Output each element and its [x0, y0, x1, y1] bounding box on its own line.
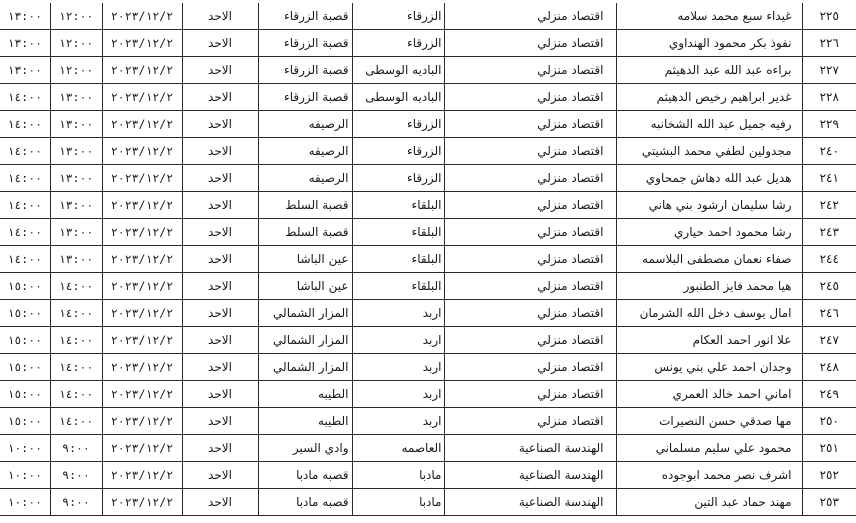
start-time: ١٣:٠٠	[50, 246, 102, 273]
start-time: ١٣:٠٠	[50, 138, 102, 165]
exam-day: الاحد	[182, 219, 258, 246]
governorate: اربد	[352, 354, 444, 381]
row-number: ٢٤٠	[802, 138, 856, 165]
student-name: هديل عبد الله دهاش جمحاوي	[616, 165, 802, 192]
end-time: ١٤:٠٠	[0, 84, 50, 111]
specialization: اقتصاد منزلي	[444, 408, 616, 435]
directorate: قصبه مادبا	[258, 462, 352, 489]
row-number: ٢٤٣	[802, 219, 856, 246]
student-name: مهند حماد عبد التين	[616, 489, 802, 516]
student-name: مجدولين لطفي محمد البشيتي	[616, 138, 802, 165]
row-number: ٢٤٢	[802, 192, 856, 219]
end-time: ١٥:٠٠	[0, 300, 50, 327]
specialization: الهندسة الصناعية	[444, 435, 616, 462]
exam-date: ٢٠٢٣/١٢/٢	[102, 354, 182, 381]
end-time: ١٥:٠٠	[0, 354, 50, 381]
directorate: الطيبه	[258, 381, 352, 408]
exam-day: الاحد	[182, 192, 258, 219]
table-row	[0, 381, 856, 408]
specialization: اقتصاد منزلي	[444, 138, 616, 165]
directorate: الرصيفه	[258, 111, 352, 138]
table-row	[0, 435, 856, 462]
end-time: ١٤:٠٠	[0, 192, 50, 219]
exam-schedule-table	[0, 3, 856, 516]
exam-day: الاحد	[182, 462, 258, 489]
governorate: الباديه الوسطى	[352, 57, 444, 84]
student-name: براءه عبد الله عبد الدهيثم	[616, 57, 802, 84]
specialization: اقتصاد منزلي	[444, 273, 616, 300]
table-row	[0, 57, 856, 84]
directorate: قصبة السلط	[258, 219, 352, 246]
end-time: ١٣:٠٠	[0, 3, 50, 30]
governorate: البلقاء	[352, 246, 444, 273]
specialization: اقتصاد منزلي	[444, 300, 616, 327]
governorate: الباديه الوسطى	[352, 84, 444, 111]
table-row	[0, 3, 856, 30]
exam-day: الاحد	[182, 30, 258, 57]
directorate: الطيبه	[258, 408, 352, 435]
exam-date: ٢٠٢٣/١٢/٢	[102, 300, 182, 327]
student-name: محمود علي سليم مسلماني	[616, 435, 802, 462]
exam-day: الاحد	[182, 300, 258, 327]
student-name: رشا سليمان ارشود بني هاني	[616, 192, 802, 219]
row-number: ٢٤٨	[802, 354, 856, 381]
table-row	[0, 30, 856, 57]
exam-date: ٢٠٢٣/١٢/٢	[102, 489, 182, 516]
directorate: قصبة الزرقاء	[258, 30, 352, 57]
end-time: ١٤:٠٠	[0, 111, 50, 138]
exam-day: الاحد	[182, 381, 258, 408]
exam-day: الاحد	[182, 489, 258, 516]
student-name: رفيه جميل عبد الله الشخانبه	[616, 111, 802, 138]
specialization: اقتصاد منزلي	[444, 84, 616, 111]
end-time: ١٥:٠٠	[0, 408, 50, 435]
exam-date: ٢٠٢٣/١٢/٢	[102, 435, 182, 462]
schedule-rows	[0, 3, 856, 516]
directorate: الرصيفه	[258, 138, 352, 165]
end-time: ١٠:٠٠	[0, 435, 50, 462]
governorate: الزرقاء	[352, 30, 444, 57]
exam-day: الاحد	[182, 84, 258, 111]
specialization: الهندسة الصناعية	[444, 489, 616, 516]
end-time: ١٤:٠٠	[0, 219, 50, 246]
row-number: ٢٢٥	[802, 3, 856, 30]
directorate: عين الباشا	[258, 273, 352, 300]
governorate: البلقاء	[352, 219, 444, 246]
end-time: ١٥:٠٠	[0, 327, 50, 354]
row-number: ٢٤٧	[802, 327, 856, 354]
exam-date: ٢٠٢٣/١٢/٢	[102, 246, 182, 273]
table-row	[0, 489, 856, 516]
specialization: اقتصاد منزلي	[444, 246, 616, 273]
exam-day: الاحد	[182, 354, 258, 381]
table-row	[0, 165, 856, 192]
start-time: ١٤:٠٠	[50, 300, 102, 327]
row-number: ٢٢٩	[802, 111, 856, 138]
row-number: ٢٤١	[802, 165, 856, 192]
exam-date: ٢٠٢٣/١٢/٢	[102, 84, 182, 111]
exam-date: ٢٠٢٣/١٢/٢	[102, 138, 182, 165]
table-row	[0, 246, 856, 273]
row-number: ٢٥٢	[802, 462, 856, 489]
row-number: ٢٤٦	[802, 300, 856, 327]
governorate: البلقاء	[352, 273, 444, 300]
start-time: ١٤:٠٠	[50, 381, 102, 408]
end-time: ١٥:٠٠	[0, 273, 50, 300]
table-row	[0, 138, 856, 165]
specialization: اقتصاد منزلي	[444, 3, 616, 30]
directorate: عين الباشا	[258, 246, 352, 273]
exam-date: ٢٠٢٣/١٢/٢	[102, 327, 182, 354]
student-name: غيداء سبع محمد سلامه	[616, 3, 802, 30]
end-time: ١٤:٠٠	[0, 165, 50, 192]
start-time: ١٢:٠٠	[50, 3, 102, 30]
row-number: ٢٥٠	[802, 408, 856, 435]
row-number: ٢٢٨	[802, 84, 856, 111]
start-time: ٩:٠٠	[50, 462, 102, 489]
row-number: ٢٥٣	[802, 489, 856, 516]
exam-date: ٢٠٢٣/١٢/٢	[102, 57, 182, 84]
table-row	[0, 408, 856, 435]
exam-date: ٢٠٢٣/١٢/٢	[102, 381, 182, 408]
exam-date: ٢٠٢٣/١٢/٢	[102, 165, 182, 192]
directorate: قصبة الزرقاء	[258, 57, 352, 84]
table-row	[0, 219, 856, 246]
specialization: اقتصاد منزلي	[444, 111, 616, 138]
governorate: مادبا	[352, 489, 444, 516]
exam-day: الاحد	[182, 138, 258, 165]
directorate: قصبه مادبا	[258, 489, 352, 516]
student-name: مها صدقي حسن النصيرات	[616, 408, 802, 435]
start-time: ٩:٠٠	[50, 435, 102, 462]
directorate: المزار الشمالي	[258, 354, 352, 381]
start-time: ١٢:٠٠	[50, 30, 102, 57]
end-time: ١٥:٠٠	[0, 381, 50, 408]
start-time: ١٤:٠٠	[50, 408, 102, 435]
student-name: امال يوسف دخل الله الشرمان	[616, 300, 802, 327]
directorate: قصبة الزرقاء	[258, 84, 352, 111]
governorate: العاصمه	[352, 435, 444, 462]
exam-day: الاحد	[182, 273, 258, 300]
governorate: الزرقاء	[352, 165, 444, 192]
start-time: ١٣:٠٠	[50, 192, 102, 219]
table-row	[0, 354, 856, 381]
end-time: ١٣:٠٠	[0, 30, 50, 57]
governorate: الزرقاء	[352, 3, 444, 30]
governorate: مادبا	[352, 462, 444, 489]
governorate: اربد	[352, 408, 444, 435]
specialization: اقتصاد منزلي	[444, 381, 616, 408]
governorate: الزرقاء	[352, 111, 444, 138]
exam-day: الاحد	[182, 435, 258, 462]
exam-date: ٢٠٢٣/١٢/٢	[102, 273, 182, 300]
student-name: غدير ابراهيم رخيص الدهيثم	[616, 84, 802, 111]
governorate: الزرقاء	[352, 138, 444, 165]
start-time: ١٣:٠٠	[50, 165, 102, 192]
start-time: ١٣:٠٠	[50, 219, 102, 246]
start-time: ١٢:٠٠	[50, 57, 102, 84]
table-row	[0, 192, 856, 219]
governorate: اربد	[352, 327, 444, 354]
exam-day: الاحد	[182, 3, 258, 30]
exam-date: ٢٠٢٣/١٢/٢	[102, 3, 182, 30]
student-name: وجدان احمد علي بني يونس	[616, 354, 802, 381]
table-row	[0, 462, 856, 489]
start-time: ١٣:٠٠	[50, 111, 102, 138]
start-time: ١٤:٠٠	[50, 327, 102, 354]
exam-day: الاحد	[182, 246, 258, 273]
row-number: ٢٤٩	[802, 381, 856, 408]
exam-day: الاحد	[182, 327, 258, 354]
directorate: الرصيفه	[258, 165, 352, 192]
student-name: علا انور احمد العكام	[616, 327, 802, 354]
specialization: الهندسة الصناعية	[444, 462, 616, 489]
specialization: اقتصاد منزلي	[444, 219, 616, 246]
exam-day: الاحد	[182, 111, 258, 138]
table-row	[0, 300, 856, 327]
exam-date: ٢٠٢٣/١٢/٢	[102, 462, 182, 489]
student-name: اشرف نصر محمد ابوجوده	[616, 462, 802, 489]
exam-day: الاحد	[182, 408, 258, 435]
directorate: قصبة الزرقاء	[258, 3, 352, 30]
student-name: نفوذ بكر محمود الهنداوي	[616, 30, 802, 57]
exam-date: ٢٠٢٣/١٢/٢	[102, 111, 182, 138]
specialization: اقتصاد منزلي	[444, 327, 616, 354]
specialization: اقتصاد منزلي	[444, 354, 616, 381]
student-name: هيا محمد فايز الطنبور	[616, 273, 802, 300]
end-time: ١٠:٠٠	[0, 462, 50, 489]
row-number: ٢٢٦	[802, 30, 856, 57]
end-time: ١٠:٠٠	[0, 489, 50, 516]
student-name: صفاء نعمان مصطفى البلاسمه	[616, 246, 802, 273]
exam-day: الاحد	[182, 57, 258, 84]
table-row	[0, 111, 856, 138]
governorate: اربد	[352, 381, 444, 408]
exam-date: ٢٠٢٣/١٢/٢	[102, 408, 182, 435]
student-name: رشا محمود احمد حياري	[616, 219, 802, 246]
directorate: المزار الشمالي	[258, 327, 352, 354]
table-row	[0, 327, 856, 354]
specialization: اقتصاد منزلي	[444, 165, 616, 192]
row-number: ٢٤٥	[802, 273, 856, 300]
table-row	[0, 273, 856, 300]
start-time: ٩:٠٠	[50, 489, 102, 516]
specialization: اقتصاد منزلي	[444, 30, 616, 57]
row-number: ٢٢٧	[802, 57, 856, 84]
directorate: قصبة السلط	[258, 192, 352, 219]
row-number: ٢٥١	[802, 435, 856, 462]
table-row	[0, 84, 856, 111]
row-number: ٢٤٤	[802, 246, 856, 273]
governorate: اربد	[352, 300, 444, 327]
exam-day: الاحد	[182, 165, 258, 192]
start-time: ١٤:٠٠	[50, 354, 102, 381]
end-time: ١٤:٠٠	[0, 246, 50, 273]
exam-date: ٢٠٢٣/١٢/٢	[102, 30, 182, 57]
end-time: ١٤:٠٠	[0, 138, 50, 165]
directorate: المزار الشمالي	[258, 300, 352, 327]
exam-date: ٢٠٢٣/١٢/٢	[102, 219, 182, 246]
exam-date: ٢٠٢٣/١٢/٢	[102, 192, 182, 219]
directorate: وادي السير	[258, 435, 352, 462]
specialization: اقتصاد منزلي	[444, 57, 616, 84]
start-time: ١٣:٠٠	[50, 84, 102, 111]
governorate: البلقاء	[352, 192, 444, 219]
start-time: ١٤:٠٠	[50, 273, 102, 300]
student-name: اماني احمد خالد العمري	[616, 381, 802, 408]
end-time: ١٣:٠٠	[0, 57, 50, 84]
specialization: اقتصاد منزلي	[444, 192, 616, 219]
